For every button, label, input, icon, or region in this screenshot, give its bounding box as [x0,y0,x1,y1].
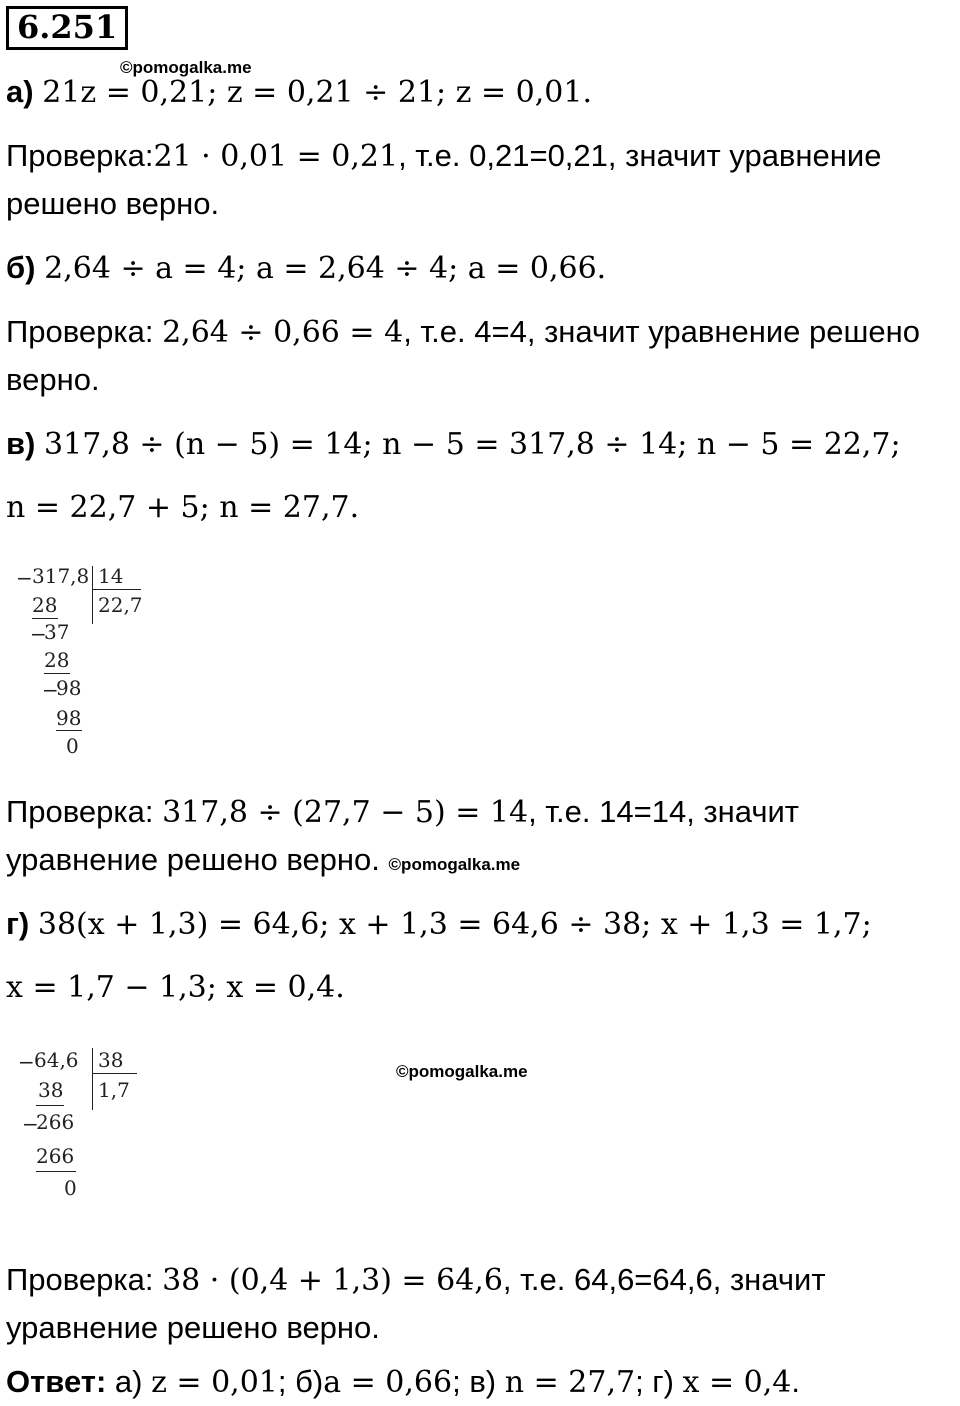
part-a-check-label: Проверка: [6,138,154,173]
division-dividend: 64,6 [34,1048,79,1072]
answer-part-label: а) [106,1364,152,1399]
part-a-label: а) [6,74,34,109]
part-g-long-division: − 64,6 38 1,7 38 − 266 266 0 [18,1044,158,1214]
answer-part-label: ; г) [635,1364,683,1399]
division-step: 266 [36,1144,75,1168]
part-a-check-line [6,136,881,177]
answer-g: x = 0,4 [682,1365,792,1400]
answer-line [6,1362,800,1403]
part-g-check-line-2: уравнение решено верно. [6,1310,380,1345]
part-v-equation-2: n = 22,7 + 5; n = 27,7. [6,490,360,525]
division-step: 28 [32,593,58,617]
part-v-check-line-2 [6,840,520,885]
part-b-equation: 2,64 ÷ a = 4; a = 2,64 ÷ 4; a = 0,66. [44,251,607,286]
answer-a: z = 0,01 [151,1365,278,1400]
part-a-equation-line [6,72,592,113]
answer-b: a = 0,66 [323,1365,453,1400]
division-step: 98 [56,676,82,700]
division-step: 266 [36,1110,75,1134]
part-b-check-label: Проверка: [6,314,163,349]
watermark: ©pomogalka.me [120,58,252,77]
division-dividend: 317,8 [32,564,90,588]
answer-part-label: ; в) [452,1364,505,1399]
part-g-equation-line-1 [6,904,872,945]
part-a-check-expr: 21 · 0,01 = 0,21 [153,139,399,174]
part-g-check-line [6,1260,826,1301]
part-g-check-text: , т.е. 64,6=64,6, значит [502,1262,826,1297]
part-g-label: г) [6,906,30,941]
division-divisor: 14 [98,564,124,588]
division-quotient: 22,7 [98,593,143,617]
part-v-check-label: Проверка: [6,794,163,829]
part-a-check-line-2: решено верно. [6,186,220,221]
part-v-label: в) [6,426,36,461]
part-v-long-division: − 317,8 14 22,7 28 − 37 28 − 98 98 0 [16,564,143,758]
watermark: ©pomogalka.me [396,1062,528,1081]
part-v-check-text-2: уравнение решено верно. [6,842,380,877]
part-g-equation-2: x = 1,7 − 1,3; x = 0,4. [6,970,345,1005]
part-b-check-text: , т.е. 4=4, значит уравнение решено [403,314,920,349]
part-v-equation-line-1 [6,424,901,465]
division-step: 0 [66,734,79,758]
part-v-equation-1: 317,8 ÷ (n − 5) = 14; n − 5 = 317,8 ÷ 14; n − 5 = 22,7; [44,427,901,462]
part-a-equation: 21z = 0,21; z = 0,21 ÷ 21; z = 0,01. [42,75,593,110]
part-b-check-line [6,312,920,353]
division-step: 37 [44,620,70,644]
division-step: 28 [44,648,70,672]
part-b-label: б) [6,250,36,285]
part-v-check-expr: 317,8 ÷ (27,7 − 5) = 14 [162,795,529,830]
answer-end: . [791,1364,801,1399]
division-step: 0 [64,1176,77,1200]
answer-part-label: ; б) [277,1364,324,1399]
part-b-check-line-2: верно. [6,362,100,397]
division-quotient: 1,7 [98,1078,130,1102]
watermark: ©pomogalka.me [388,855,521,874]
part-g-check-label: Проверка: [6,1262,163,1297]
part-v-check-text: , т.е. 14=14, значит [528,794,799,829]
division-divisor: 38 [98,1048,124,1072]
part-b-equation-line [6,248,606,289]
part-a-check-text: , т.е. 0,21=0,21, значит уравнение [398,138,882,173]
part-v-check-line [6,792,799,833]
part-g-equation-1: 38(x + 1,3) = 64,6; x + 1,3 = 64,6 ÷ 38; x + 1,3 = 1,7; [37,907,872,942]
division-step: 38 [38,1078,64,1102]
division-step: 98 [56,706,82,730]
answer-v: n = 27,7 [504,1365,636,1400]
answer-label: Ответ: [6,1364,107,1399]
problem-number: 6.251 [6,6,128,50]
part-g-check-expr: 38 · (0,4 + 1,3) = 64,6 [162,1263,503,1298]
part-b-check-expr: 2,64 ÷ 0,66 = 4 [162,315,404,350]
